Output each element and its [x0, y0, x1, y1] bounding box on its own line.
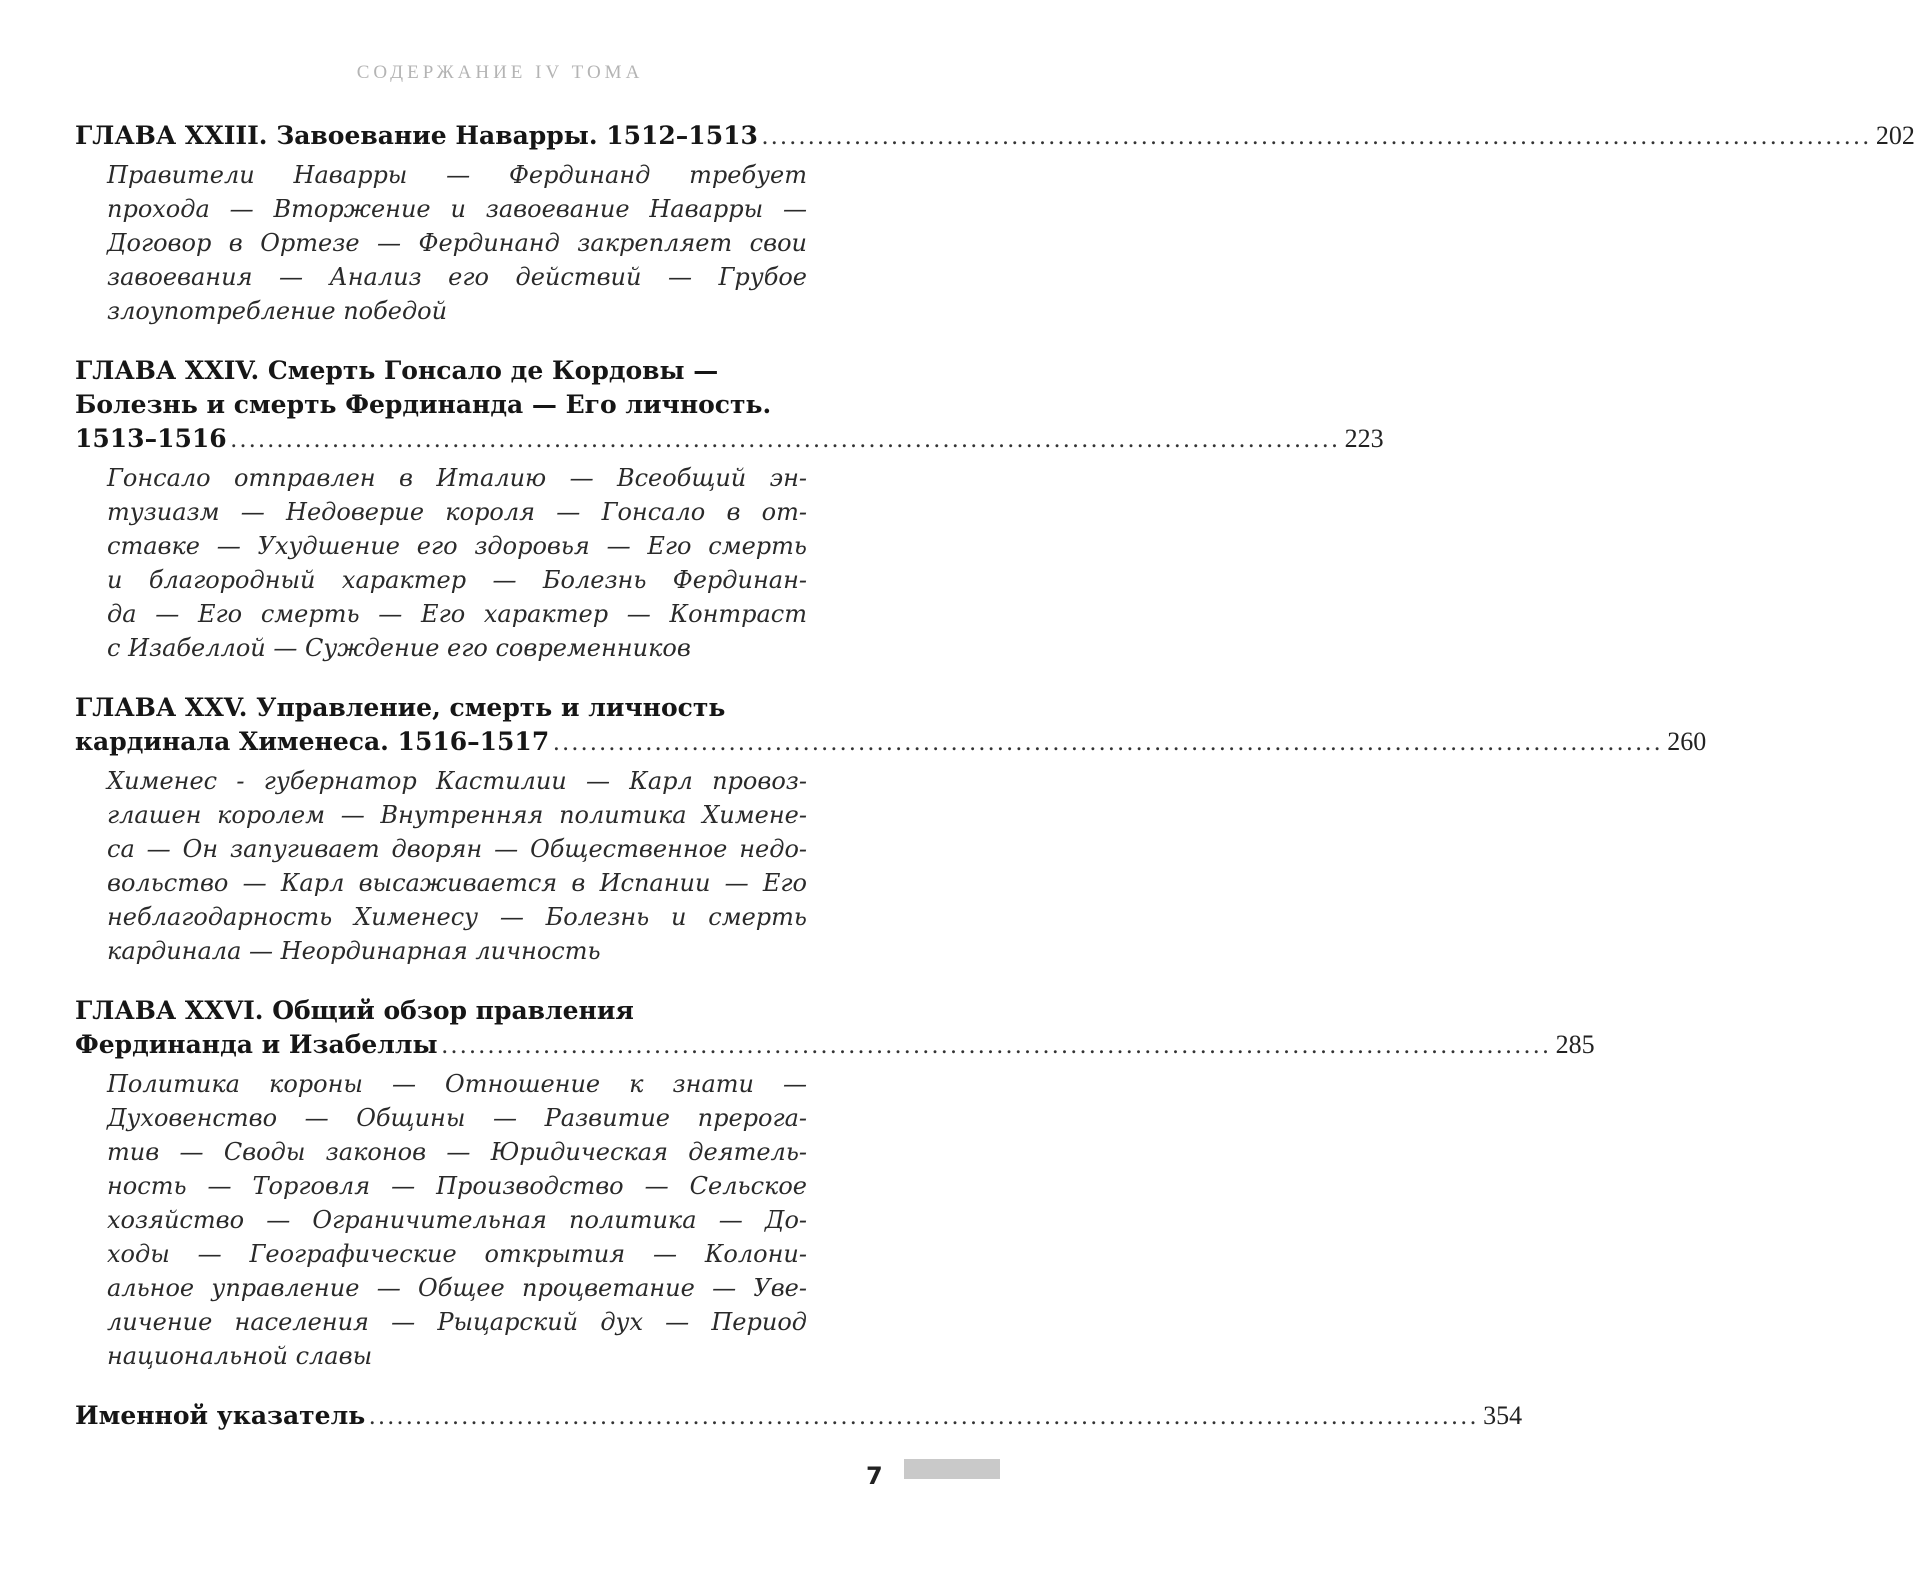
- chapter-summary-line: да — Его смерть — Его характер — Контраст: [107, 600, 807, 628]
- chapter-page-number: 285: [1555, 1030, 1595, 1059]
- chapter-heading-line: Болезнь и смерть Фердинанда — Его личность.: [75, 390, 772, 419]
- chapter-heading: [75, 119, 1915, 154]
- chapter-summary-line: тив — Своды законов — Юридическая деятель-: [107, 1138, 807, 1166]
- dot-leader: ........................................................................................................................: [230, 426, 1341, 453]
- dot-leader: ........................................................................................................................: [761, 123, 1872, 150]
- chapter-summary-line: вольство — Карл высаживается в Испании — Его: [107, 869, 807, 897]
- chapter-summary-line: Гонсало отправлен в Италию — Всеобщий эн-: [107, 464, 807, 492]
- chapter-heading-last-line: [75, 422, 1384, 457]
- chapter-summary-line: Договор в Ортезе — Фердинанд закрепляет свои: [107, 229, 807, 257]
- chapter-heading-last-line: [75, 1399, 1523, 1434]
- chapter-summary-line: Хименес - губернатор Кастилии — Карл провоз-: [107, 767, 807, 795]
- chapter-summary-line: тузиазм — Недоверие короля — Гонсало в от-: [107, 498, 807, 526]
- chapter-page-number: 223: [1344, 424, 1384, 453]
- thumb-index-tab: [904, 1459, 1000, 1479]
- chapter-summary-line: личение населения — Рыцарский дух — Период: [107, 1308, 807, 1336]
- chapter-summary-line: альное управление — Общее процветание — Уве-: [107, 1274, 807, 1302]
- chapter-summary-line: злоупотребление победой: [107, 297, 448, 325]
- chapter-heading: [75, 994, 1595, 1063]
- chapter-summary-line: завоевания — Анализ его действий — Грубое: [107, 263, 807, 291]
- table-of-contents: [75, 119, 1915, 1460]
- chapter-page-number: 260: [1667, 727, 1707, 756]
- toc-entry: [75, 354, 1384, 665]
- dot-leader: ........................................................................................................................: [553, 729, 1664, 756]
- chapter-summary-line: ставке — Ухудшение его здоровья — Его смерть: [107, 532, 807, 560]
- chapter-summary-line: хозяйство — Ограничительная политика — До-: [107, 1206, 807, 1234]
- chapter-summary: [107, 158, 807, 328]
- chapter-summary-line: ность — Торговля — Производство — Сельское: [107, 1172, 807, 1200]
- chapter-heading-line: Фердинанда и Изабеллы: [75, 1030, 438, 1059]
- chapter-heading-line: кардинала Хименеса. 1516–1517: [75, 727, 550, 756]
- chapter-summary-line: прохода — Вторжение и завоевание Наварры —: [107, 195, 807, 223]
- chapter-heading-line: ГЛАВА XXVI. Общий обзор правления: [75, 996, 634, 1025]
- page-number: 7: [866, 1462, 883, 1490]
- toc-entry: [75, 119, 1915, 328]
- chapter-heading-last-line: [75, 1028, 1595, 1063]
- chapter-summary-line: са — Он запугивает дворян — Общественное недо-: [107, 835, 807, 863]
- chapter-summary-line: кардинала — Неординарная личность: [107, 937, 601, 965]
- toc-entry: [75, 1399, 1523, 1434]
- chapter-summary-line: Духовенство — Общины — Развитие прерога-: [107, 1104, 807, 1132]
- running-head: СОДЕРЖАНИЕ IV ТОМА: [356, 62, 644, 83]
- chapter-heading-line: ГЛАВА XXIII. Завоевание Наварры. 1512–1513: [75, 121, 758, 150]
- chapter-summary: [107, 1067, 807, 1373]
- chapter-heading: [75, 691, 1707, 760]
- chapter-heading-line: ГЛАВА XXV. Управление, смерть и личность: [75, 693, 726, 722]
- dot-leader: ........................................................................................................................: [369, 1403, 1480, 1430]
- chapter-heading-line: 1513–1516: [75, 424, 227, 453]
- chapter-summary-line: ходы — Географические открытия — Колони-: [107, 1240, 807, 1268]
- chapter-page-number: 354: [1483, 1401, 1523, 1430]
- chapter-summary: [107, 764, 807, 968]
- chapter-summary: [107, 461, 807, 665]
- chapter-summary-line: неблагодарность Хименесу — Болезнь и смерть: [107, 903, 807, 931]
- chapter-summary-line: Политика короны — Отношение к знати —: [107, 1070, 807, 1098]
- toc-entry: [75, 994, 1595, 1373]
- dot-leader: ........................................................................................................................: [441, 1032, 1552, 1059]
- chapter-summary-line: Правители Наварры — Фердинанд требует: [107, 161, 807, 189]
- chapter-heading-line: Именной указатель: [75, 1401, 366, 1430]
- chapter-summary-line: глашен королем — Внутренняя политика Химене-: [107, 801, 807, 829]
- chapter-summary-line: и благородный характер — Болезнь Фердинан-: [107, 566, 807, 594]
- chapter-heading: [75, 1399, 1523, 1434]
- chapter-heading: [75, 354, 1384, 457]
- chapter-heading-last-line: [75, 119, 1915, 154]
- chapter-heading-last-line: [75, 725, 1707, 760]
- toc-entry: [75, 691, 1707, 968]
- chapter-summary-line: национальной славы: [107, 1342, 373, 1370]
- chapter-heading-line: ГЛАВА XXIV. Смерть Гонсало де Кордовы —: [75, 356, 719, 385]
- chapter-summary-line: с Изабеллой — Суждение его современников: [107, 634, 691, 662]
- chapter-page-number: 202: [1875, 121, 1915, 150]
